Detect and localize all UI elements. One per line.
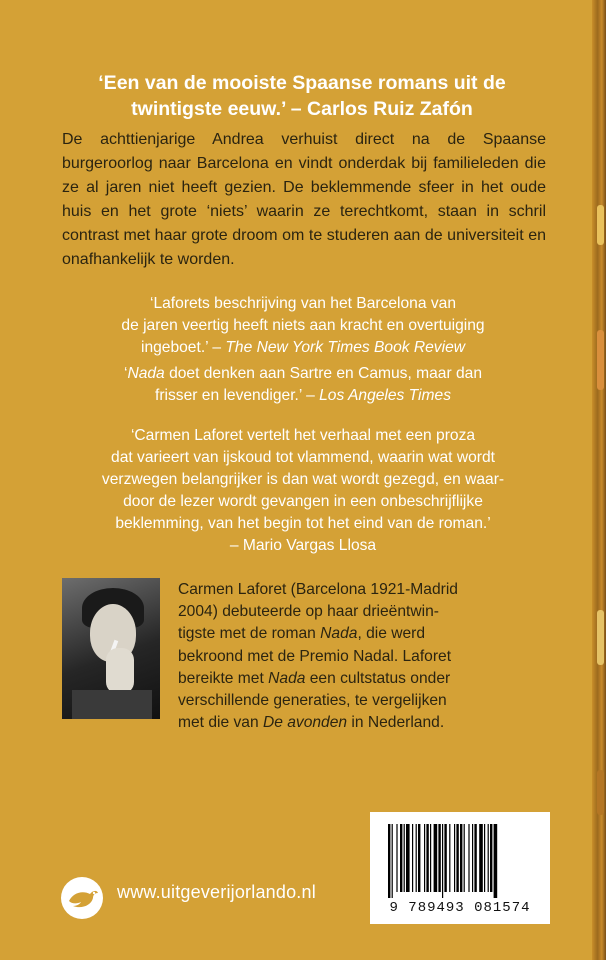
headline-line: ‘Een van de mooiste Spaanse romans uit de	[98, 72, 506, 94]
review-quote-nyt	[78, 293, 528, 359]
quote-line: de jaren veertig heeft niets aan kracht en overtuiging	[121, 317, 485, 334]
barcode-bar	[442, 824, 443, 898]
barcode-bar	[388, 824, 390, 898]
quote-source: The New York Times Book Review	[225, 339, 466, 356]
quote-text: doet denken aan Sartre en Camus, maar dan	[164, 365, 483, 382]
quote-line: verzwegen belangrijker is dan wat wordt gezegd, en waar-	[101, 471, 505, 488]
quote-source: Los Angeles Times	[319, 387, 451, 404]
isbn-number: 9 789493 081574	[389, 900, 531, 916]
headline-line: twintigste eeuw.’ – Carlos Ruiz Zafón	[131, 98, 473, 120]
quote-source: – Mario Vargas Llosa	[229, 537, 377, 554]
quote-line: ‘Nada doet denken aan Sartre en Camus, maar dan	[123, 365, 483, 382]
bird-logo-icon	[60, 876, 104, 920]
barcode-bar	[479, 824, 483, 892]
bio-line: Carmen Laforet (Barcelona 1921-Madrid	[178, 581, 458, 598]
review-quote-lat	[78, 363, 528, 407]
barcode-bar	[444, 824, 446, 892]
barcode-bar	[424, 824, 425, 892]
bio-line: 2004) debuteerde op haar drieëntwin-	[178, 603, 439, 621]
book-title: Nada	[127, 365, 165, 382]
author-bio	[178, 579, 548, 734]
barcode-bar	[484, 824, 485, 892]
barcode-bar	[454, 824, 455, 892]
barcode-bar	[406, 824, 410, 892]
quote-line: ‘Carmen Laforet vertelt het verhaal met een proza	[130, 427, 476, 444]
barcode-bar	[430, 824, 431, 892]
barcode-bar	[474, 824, 476, 892]
edge-detail	[597, 330, 604, 390]
quote-line	[78, 385, 528, 407]
barcode-bar	[438, 824, 440, 892]
barcode-bar	[396, 824, 397, 892]
barcode-bar	[464, 824, 465, 892]
barcode-bars	[386, 824, 534, 898]
bio-line: tigste met de roman Nada, die werd	[178, 625, 426, 643]
quote-line: dat varieert van ijskoud tot vlammend, waarin wat wordt	[111, 449, 495, 466]
synopsis-text: De achttienjarige Andrea verhuist direct na de Spaanse burgeroorlog naar Barcelona en vindt onderdak bij familieleden die ze al jaren niet heeft gezien. De beklemmende sfeer in het oude huis en het grote ‘niets’ waarin ze terechtkomt, staan in schril contrast met haar grote droom om te studeren aan de universiteit en onafhankelijk te worden.	[62, 131, 546, 268]
barcode-bar	[456, 824, 458, 892]
book-title: De avonden	[262, 714, 348, 732]
cover-spine-edge	[592, 0, 606, 960]
headline-quote	[40, 70, 564, 122]
barcode-bar	[488, 824, 489, 892]
barcode-bar	[449, 824, 450, 892]
edge-detail	[597, 205, 604, 245]
quote-line: ‘Laforets beschrijving van het Barcelona van	[150, 295, 456, 312]
bio-line: bereikte met Nada een cultstatus onder	[178, 669, 451, 687]
edge-detail	[597, 770, 604, 815]
review-quote-llosa	[70, 425, 536, 557]
barcode-bar	[404, 824, 405, 892]
book-title: Nada	[268, 669, 306, 687]
quote-text: frisser en levendiger.’ –	[154, 387, 320, 404]
barcode-bar	[472, 824, 473, 892]
quote-line: door de lezer wordt gevangen in een onbeschrijflijke	[123, 493, 483, 510]
quote-line	[78, 337, 528, 359]
publisher-website[interactable]: www.uitgeverijorlando.nl	[117, 882, 316, 902]
barcode-bar	[434, 824, 438, 892]
barcode-bar	[392, 824, 393, 898]
author-photo	[62, 578, 160, 719]
bio-line: bekroond met de Premio Nadal. Laforet	[178, 647, 452, 665]
bio-line: met die van De avonden in Nederland.	[178, 714, 445, 732]
bio-line: verschillende generaties, te vergelijken	[178, 692, 447, 710]
quote-line: beklemming, van het begin tot het eind van de roman.’	[115, 515, 491, 532]
barcode-bar	[412, 824, 413, 892]
barcode-bar	[460, 824, 462, 892]
quote-text: ingeboet.’ –	[140, 339, 226, 356]
barcode-bar	[426, 824, 428, 892]
barcode-bar	[418, 824, 420, 892]
edge-detail	[597, 610, 604, 665]
barcode-bar	[468, 824, 469, 892]
barcode-bar	[416, 824, 417, 892]
barcode	[370, 812, 550, 924]
barcode-bar	[490, 824, 492, 892]
barcode-bar	[494, 824, 498, 898]
barcode-bar	[400, 824, 402, 892]
book-title: Nada	[320, 625, 358, 643]
